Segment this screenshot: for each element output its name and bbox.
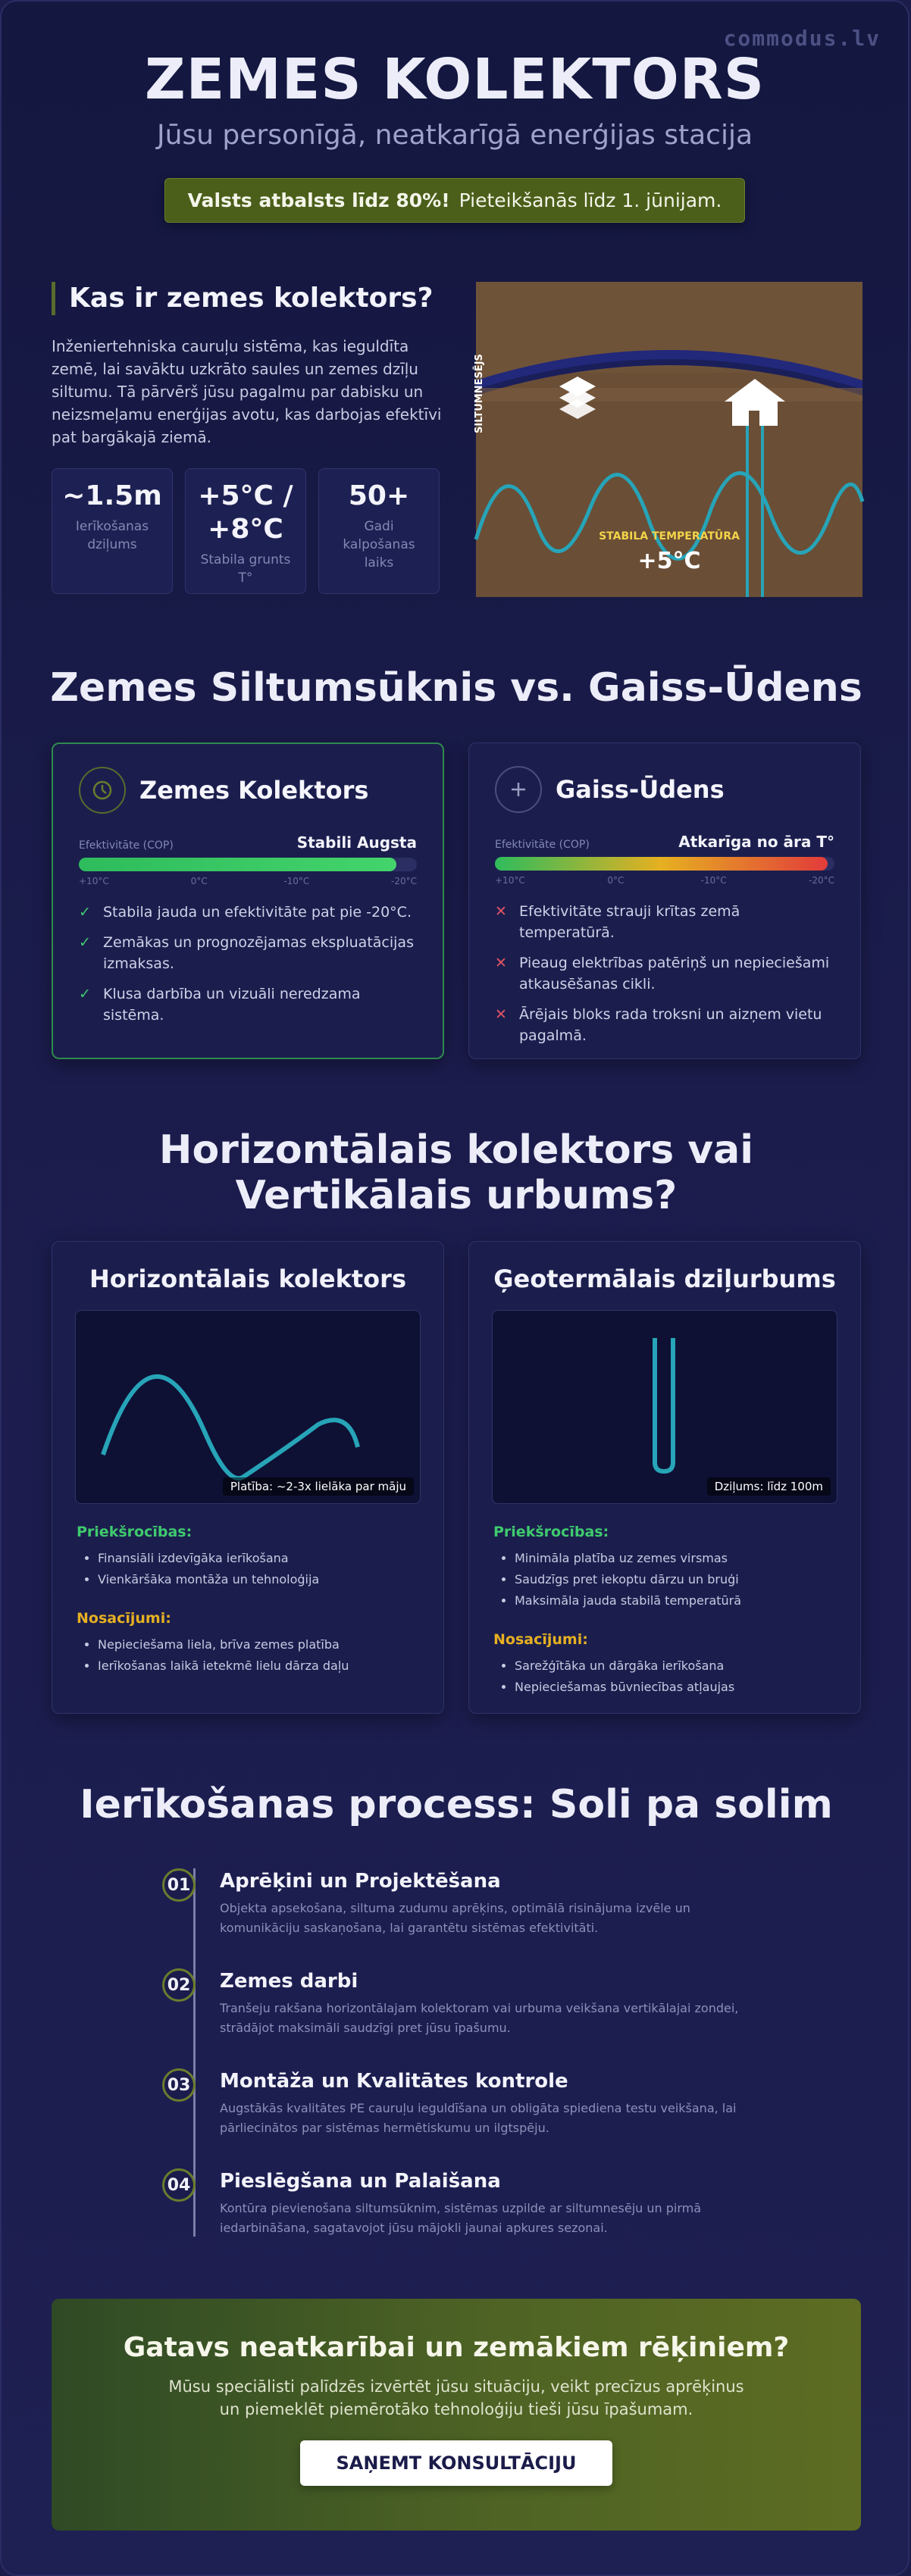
page-title: ZEMES KOLEKTORS xyxy=(144,47,765,112)
cop-bar xyxy=(79,858,417,871)
air-card-title: Gaiss-Ūdens xyxy=(556,775,725,804)
process-title: Ierīkošanas process: Soli pa solim xyxy=(80,1782,833,1827)
list-item: • Saudzīgs pret iekoptu dārzu un bruģi xyxy=(515,1569,860,1590)
step-number: 01 xyxy=(162,1868,196,1902)
pros-list xyxy=(98,1548,443,1590)
page-subtitle: Jūsu personīgā, neatkarīgā enerģijas stacija xyxy=(156,120,753,151)
cta-text: Mūsu speciālisti palīdzēs izvērtēt jūsu situāciju, veikt precīzus aprēķinus un piemeklēt piemērotāko tehnoloģiju tieši jūsu īpašumam. xyxy=(168,2377,744,2418)
promo-bold: Valsts atbalsts līdz 80%! xyxy=(187,189,450,211)
pros-title: Priekšrocības: xyxy=(77,1524,193,1540)
tick: -10°C xyxy=(700,875,727,886)
stat-label: Stabila grunts T° xyxy=(200,552,291,586)
tick: -20°C xyxy=(809,875,834,886)
stats-row xyxy=(52,468,440,594)
step-text: Augstākās kvalitātes PE cauruļu ieguldīšana un obligāta spiediena testu veikšana, lai pārliecinātos par sistēmas hermētiskumu un ilgtspēju. xyxy=(220,2101,737,2135)
step-title: Montāža un Kvalitātes kontrole xyxy=(220,2070,568,2093)
list-item: • Ierīkošanas laikā ietekmē lielu dārza daļu xyxy=(98,1655,443,1677)
cop-ticks xyxy=(495,875,834,886)
promo-text: Pieteikšanās līdz 1. jūnijam. xyxy=(459,189,722,211)
cop-bar xyxy=(495,857,834,871)
list-item: • Nepieciešama liela, brīva zemes platība xyxy=(98,1634,443,1655)
cop-bar-fill xyxy=(79,858,396,871)
stat-value: 50+ xyxy=(348,480,410,511)
stat-label: Ierīkošanas dziļums xyxy=(75,519,149,552)
consultation-button[interactable]: SAŅEMT KONSULTĀCIJU xyxy=(300,2440,613,2486)
tick: -10°C xyxy=(283,876,310,886)
list-item: • Finansiāli izdevīgāka ierīkošana xyxy=(98,1548,443,1569)
list-item: ✕ Efektivitāte strauji krītas zemā temperatūrā. xyxy=(495,901,834,943)
cop-value: Atkarīga no āra T° xyxy=(678,833,834,851)
intro-text-block xyxy=(52,282,446,449)
step-title: Zemes darbi xyxy=(220,1970,358,1993)
cop-value: Stabili Augsta xyxy=(296,833,417,852)
vertical-diagram xyxy=(492,1310,837,1504)
fluid-label: SILTUMNESĒJS xyxy=(474,354,485,433)
list-item: • Maksimāla jauda stabilā temperatūrā xyxy=(515,1590,860,1612)
area-tag: Platība: ~2-3x lielāka par māju xyxy=(223,1477,414,1496)
compare-title: Zemes Siltumsūknis vs. Gaiss-Ūdens xyxy=(50,665,862,711)
cop-label: Efektivitāte (COP) xyxy=(79,839,174,852)
air-card-header xyxy=(469,743,860,813)
step-title: Pieslēgšana un Palaišana xyxy=(220,2170,501,2193)
ground-card-title: Zemes Kolektors xyxy=(139,776,369,805)
stat-temperature xyxy=(185,468,306,594)
stat-value: +5°C / +8°C xyxy=(198,480,293,545)
step-title: Aprēķini un Projektēšana xyxy=(220,1870,501,1893)
horizontal-diagram xyxy=(75,1310,421,1504)
list-item: • Minimāla platība uz zemes virsmas xyxy=(515,1548,860,1569)
ground-card-header xyxy=(53,744,443,814)
plus-icon xyxy=(495,766,542,813)
methods-title: Horizontālais kolektors vai Vertikālais urbums? xyxy=(158,1127,754,1218)
cop-bar-fill xyxy=(495,857,828,871)
step-text: Tranšeju rakšana horizontālajam kolektoram vai urbuma veikšana vertikālajai zondei, strādājot maksimāli saudzīgi pret jūsu īpašumu. xyxy=(220,2001,739,2035)
list-item: ✓ Stabila jauda un efektivitāte pat pie -20°C. xyxy=(79,902,417,923)
ground-card xyxy=(52,742,444,1059)
promo-banner xyxy=(164,178,746,223)
list-item: • Vienkāršāka montāža un tehnoloģija xyxy=(98,1569,443,1590)
step-number: 04 xyxy=(162,2168,196,2202)
air-points xyxy=(469,886,860,1046)
list-item: ✓ Klusa darbība un vizuāli neredzama sistēma. xyxy=(79,983,417,1026)
cta-title: Gatavs neatkarībai un zemākiem rēķiniem? xyxy=(123,2332,790,2363)
intro-title: Kas ir zemes kolektors? xyxy=(52,282,446,315)
list-item: • Sarežģītāka un dārgāka ierīkošana xyxy=(515,1655,860,1677)
cross-icon: ✕ xyxy=(495,903,507,920)
step-number: 03 xyxy=(162,2068,196,2102)
stable-temp-label: STABILA TEMPERATŪRA xyxy=(599,530,740,542)
horizontal-card xyxy=(52,1241,444,1714)
check-icon: ✓ xyxy=(79,934,91,951)
cons-list xyxy=(515,1655,860,1698)
tick: +10°C xyxy=(495,875,525,886)
horizontal-title: Horizontālais kolektors xyxy=(89,1265,406,1293)
list-item: ✓ Zemākas un prognozējamas ekspluatācijas izmaksas. xyxy=(79,932,417,974)
air-cop xyxy=(469,833,860,886)
vertical-title: Ģeotermālais dziļurbums xyxy=(493,1265,836,1293)
pros-title: Priekšrocības: xyxy=(493,1524,609,1540)
list-item: ✕ Ārējais bloks rada troksni un aizņem vietu pagalmā. xyxy=(495,1004,834,1046)
clock-icon xyxy=(79,767,126,814)
vertical-card xyxy=(468,1241,861,1714)
watermark: commodus.lv xyxy=(723,26,881,51)
cta-section xyxy=(52,2299,861,2531)
list-item: ✕ Pieaug elektrības patēriņš un nepieciešami atkausēšanas cikli. xyxy=(495,952,834,995)
cons-list xyxy=(98,1634,443,1677)
intro-section xyxy=(52,282,861,600)
depth-tag: Dziļums: līdz 100m xyxy=(707,1477,831,1496)
ground-collector-illustration xyxy=(476,282,862,597)
list-item: • Nepieciešamas būvniecības atļaujas xyxy=(515,1677,860,1698)
air-card xyxy=(468,742,861,1059)
stable-temp-value: +5°C xyxy=(637,548,701,574)
stat-value: ~1.5m xyxy=(62,480,162,511)
stat-depth xyxy=(52,468,173,594)
intro-description: Inženiertehniska cauruļu sistēma, kas ieguldīta zemē, lai savāktu uzkrāto saules un zemes dzīļu siltumu. Tā pārvērš jūsu pagalmu par dabisku un neizsmeļamu enerģijas avotu, kas darbojas efektīvi pat bargākajā ziemā. xyxy=(52,337,442,446)
step-text: Kontūra pievienošana siltumsūknim, sistēmas uzpilde ar siltumnesēju un pirmā iedarbināšana, sagatavojot jūsu mājokli jaunai apkures sezonai. xyxy=(220,2201,702,2235)
tick: 0°C xyxy=(190,876,208,886)
cons-title: Nosacījumi: xyxy=(493,1631,588,1648)
stat-label: Gadi kalpošanas laiks xyxy=(343,519,415,571)
cons-title: Nosacījumi: xyxy=(77,1610,171,1627)
check-icon: ✓ xyxy=(79,986,91,1002)
cop-label: Efektivitāte (COP) xyxy=(495,839,590,851)
ground-points xyxy=(53,886,443,1026)
check-icon: ✓ xyxy=(79,904,91,921)
process-timeline xyxy=(2,1850,911,2259)
pros-list xyxy=(515,1548,860,1612)
ground-illustration-svg xyxy=(476,282,862,597)
cop-ticks xyxy=(79,876,417,886)
stat-lifetime xyxy=(318,468,440,594)
tick: +10°C xyxy=(79,876,109,886)
tick: 0°C xyxy=(607,875,625,886)
tick: -20°C xyxy=(390,876,417,886)
ground-cop xyxy=(53,833,443,886)
step-text: Objekta apsekošana, siltuma zudumu aprēķins, optimālā risinājuma izvēle un komunikāciju saskaņošana, lai garantētu sistēmas efektivitāti. xyxy=(220,1901,690,1935)
cross-icon: ✕ xyxy=(495,955,507,971)
cross-icon: ✕ xyxy=(495,1006,507,1023)
step-number: 02 xyxy=(162,1968,196,2002)
